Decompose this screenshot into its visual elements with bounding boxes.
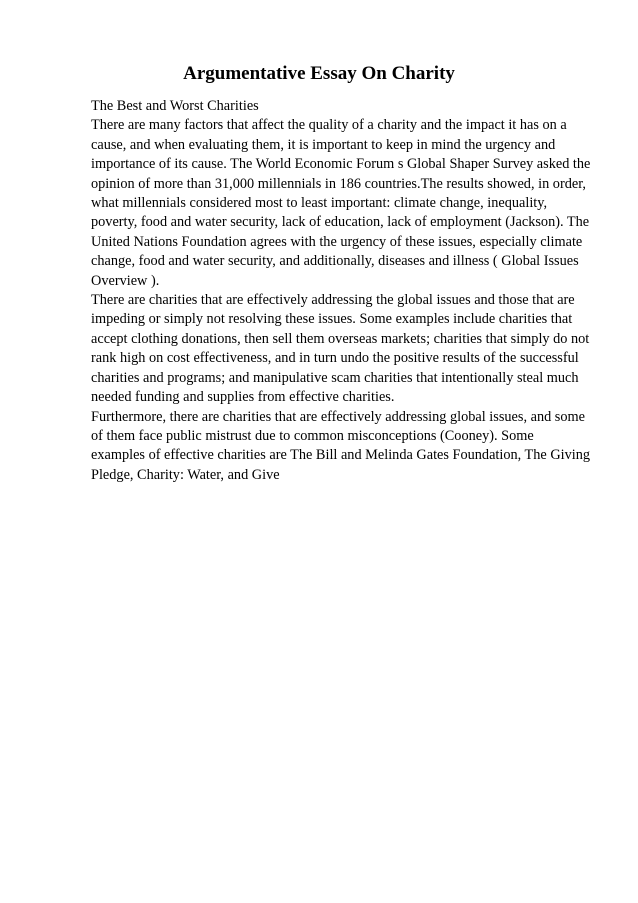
paragraph-2: There are charities that are effectively addressing the global issues and those that are impeding or simply not resolving these issues. Some examples include charities that accept clothing donations, then sell them overseas markets; charities that simply do not rank high on cost effectiveness, and in turn undo the positive results of the successful charities and programs; and manipulative scam charities that intentionally steal much needed funding and supplies from effective charities. (91, 292, 590, 406)
document-body (91, 97, 591, 485)
section-subheading: The Best and Worst Charities (91, 98, 259, 114)
document-title: Argumentative Essay On Charity (183, 63, 455, 84)
paragraph-3: Furthermore, there are charities that are effectively addressing global issues, and some of them face public mistrust due to common misconceptions (Cooney). Some examples of effective charities are The Bill and Melinda Gates Foundation, The Giving Pledge, Charity: Water, and Give (91, 408, 591, 483)
paragraph-1: There are many factors that affect the quality of a charity and the impact it has on a cause, and when evaluating them, it is important to keep in mind the urgency and importance of its cause. The World Economic Forum s Global Shaper Survey asked the opinion of more than 31,000 millennials in 186 countries.The results showed, in order, what millennials considered most to least important: climate change, inequality, poverty, food and water security, lack of education, lack of employment (Jackson). The United Nations Foundation agrees with the urgency of these issues, especially climate change, food and water security, and additionally, diseases and illness ( Global Issues Overview ). (91, 117, 591, 289)
